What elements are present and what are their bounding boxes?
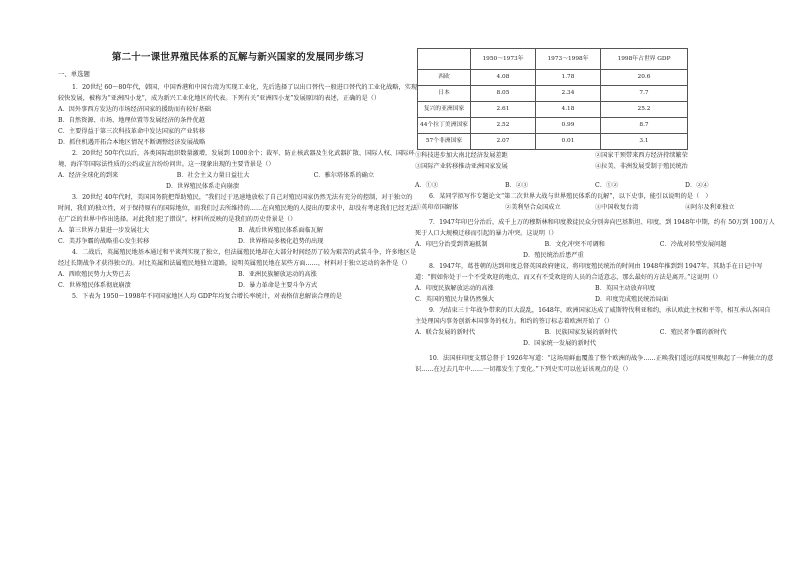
question-8: 8．1947年，葛苍朝的达到印度总督英国政府建议，将印度殖民统治的时间由 1948年推到到 1947年。其助手在日记中写道：“假如你处于一个不受欢迎的地点，而又有不受欢迎的人员的合适意志，那么最好的方法是离开。”这说明（） bbox=[415, 263, 763, 281]
gdp-table bbox=[417, 48, 688, 150]
option: B．英国主动放弃印度 bbox=[595, 285, 656, 292]
question-2-options bbox=[58, 170, 418, 192]
option: D．国家统一发展的新时代 bbox=[523, 340, 597, 347]
option: D．世界殖民体系走向崩溃 bbox=[166, 183, 240, 190]
option: B．②③ bbox=[505, 182, 529, 189]
question-4-options bbox=[58, 269, 418, 291]
table-cell: 4.08 bbox=[471, 70, 536, 86]
option: D．暴力革命是主要斗争方式 bbox=[238, 282, 318, 289]
table-cell: 2.34 bbox=[536, 86, 601, 102]
table-row bbox=[418, 70, 688, 86]
table-row bbox=[418, 86, 688, 102]
option: C．英国的殖民力量仍然强大 bbox=[415, 296, 494, 303]
option: D．②④ bbox=[685, 182, 709, 189]
table-row bbox=[418, 118, 688, 134]
table-cell: 8.05 bbox=[471, 86, 536, 102]
table-header-cell: 1998年占世界 GDP bbox=[601, 49, 688, 70]
table-header-cell bbox=[418, 49, 471, 70]
option: A．第三世界力量进一步发展壮大 bbox=[58, 227, 150, 234]
table-cell: 25.2 bbox=[601, 102, 688, 118]
table-cell: 8.7 bbox=[601, 118, 688, 134]
question-4: 4．二战后，英属殖民地基本通过和平谈判实现了独立，但法属殖民地却在大部分时间经历了较为艰苦的武装斗争，许多地区是经过长期战争才获得独立的。对比英属和法属殖民地独立道路，说明英属殖民地在某些方面……，材料对于独立运动的条件是（） bbox=[58, 249, 417, 267]
right-column bbox=[415, 40, 775, 375]
table-header-cell: 1950～1973年 bbox=[471, 49, 536, 70]
option: C．冷战对转型发展问题 bbox=[659, 241, 727, 248]
option: B．自然资源、市场、地理位置等发展经济的条件优越 bbox=[58, 117, 205, 124]
option: ①英印帝国解体 bbox=[415, 204, 459, 211]
item: ①科技进步加大南北经济发展差距 bbox=[415, 152, 508, 159]
table-cell: 57个非洲国家 bbox=[418, 134, 471, 150]
question-6: 6．某同学拟写作专题论文“第二次世界大战与世界殖民体系的瓦解”，以下史事，能引以说明的是（ ） bbox=[429, 193, 712, 200]
table-cell: 3.1 bbox=[601, 134, 688, 150]
option: C．世界殖民体系彻底崩溃 bbox=[58, 282, 131, 289]
question-7: 7．1947年印巴分治后，成千上万的穆斯林和印度教徒民众分别奔向巴基斯坦、印度，到 1948年中期，约有 50万到 100万人死于人口大规模迁移而引起的暴力冲突。这说明（） bbox=[415, 219, 775, 237]
question-1-options bbox=[58, 104, 418, 148]
option: A．因外事西方发达的市场经济国家的援助而有较好基础 bbox=[58, 106, 211, 113]
question-3-options bbox=[58, 225, 418, 247]
question-9: 9．为结束三十年战争带来的巨大混乱，1648年，欧洲国家达成了威斯特伐利亚和约，承认欧此主权和平等，相互承认各国自主处理国内事务创新本国事务的权力。和约的签订标志着欧洲开始了（） bbox=[415, 307, 771, 325]
table-cell: 1.78 bbox=[536, 70, 601, 86]
question-5-options bbox=[415, 180, 775, 191]
option: D．印度完成殖民统治局面 bbox=[595, 296, 669, 303]
table-header-cell: 1973～1998年 bbox=[536, 49, 601, 70]
option: ③中国收复台湾 bbox=[595, 204, 639, 211]
page-title: 第二十一课世界殖民体系的瓦解与新兴国家的发展同步练习 bbox=[111, 52, 365, 63]
option: B．社会主义力量日益壮大 bbox=[176, 172, 250, 179]
question-7-options bbox=[415, 239, 775, 261]
table-cell: 44个拉丁美洲国家 bbox=[418, 118, 471, 134]
question-8-options bbox=[415, 283, 775, 305]
option: B．亚洲民族解放运动的高涨 bbox=[238, 271, 317, 278]
question-10: 10．法国驻印度支那总督于 1926年写道：“这场用鲜血覆盖了整个欧洲的战争……正唤我们遥远的国度里唤起了一种独立的意识……在过去几年中……一切都发生了变化。”下列史实可以佐证该观点的是（） bbox=[415, 355, 774, 373]
option: A．经济全球化的到来 bbox=[58, 172, 119, 179]
question-2: 2．20世纪 50年代以后，各类国际组织数量激增，发展到 1000余个；裁军、防止核武器及生化武器扩散、国际人权、国际环境、海洋等国际法性质的公约或宣言纷纷问世。这一现象出现的主要背景是（） bbox=[58, 150, 415, 168]
table-cell: 4.18 bbox=[536, 102, 601, 118]
question-5: 5．下表为 1950～1998年不同国家地区人均 GDP年均复合增长率统计，对表格信息解读合理的是 bbox=[72, 293, 342, 300]
table-cell: 2.61 bbox=[471, 102, 536, 118]
table-cell: 0.01 bbox=[536, 134, 601, 150]
question-1: 1．20世纪 60～80年代，韩国、中国香港和中国台湾为实现工业化，先后选择了以出口替代一般进口替代的工业化战略，实现较快发展，被称为“亚洲四小龙”，成为新兴工业化地区的代表。下列有关“亚洲四小龙”发展原因的表述，正确的是（） bbox=[58, 84, 418, 102]
left-column bbox=[58, 0, 418, 302]
table-cell: 2.52 bbox=[471, 118, 536, 134]
table-row bbox=[418, 102, 688, 118]
option: A．印度民族解放运动的高涨 bbox=[415, 285, 494, 292]
table-cell: 20.6 bbox=[601, 70, 688, 86]
option: D．殖民统治后患严重 bbox=[523, 252, 584, 259]
option: C．雅尔塔体系的确立 bbox=[313, 172, 375, 179]
option: A．印巴分治受到普遍抵制 bbox=[415, 241, 488, 248]
option: B．文化冲突不可调和 bbox=[544, 241, 605, 248]
item: ④拉美、非洲发展受制于殖民统治 bbox=[595, 163, 688, 170]
table-cell: 西欧 bbox=[418, 70, 471, 86]
table-row bbox=[418, 134, 688, 150]
option: A．联合发展的新时代 bbox=[415, 329, 476, 336]
table-cell: 7.7 bbox=[601, 86, 688, 102]
section-heading: 一、单选题 bbox=[58, 70, 90, 78]
question-9-options bbox=[415, 327, 775, 349]
option: C．主要得益于第三次科技革命中发达国家的产业转移 bbox=[58, 128, 206, 135]
question-5-items bbox=[415, 150, 775, 172]
question-6-options bbox=[415, 202, 775, 213]
table-cell: 2.07 bbox=[471, 134, 536, 150]
option: C．①② bbox=[595, 182, 619, 189]
option: D．世界格局多极化趋势的出现 bbox=[238, 238, 324, 245]
table-cell: 日本 bbox=[418, 86, 471, 102]
option: A．①③ bbox=[415, 182, 439, 189]
table-cell: 0.99 bbox=[536, 118, 601, 134]
option: ②美利坚合众国成立 bbox=[505, 204, 561, 211]
table-header-row bbox=[418, 49, 688, 70]
table-cell: 复兴的亚洲国家 bbox=[418, 102, 471, 118]
option: A．西欧殖民势力大势已去 bbox=[58, 271, 131, 278]
option: B．战后世界殖民体系面临瓦解 bbox=[238, 227, 323, 234]
option: D．抓住机遇开拓合本地区情况不断调整经济发展战略 bbox=[58, 139, 206, 146]
item: ②国家干预带来西方经济持续繁荣 bbox=[595, 152, 688, 159]
option: B．民族国家发展的新时代 bbox=[544, 329, 618, 336]
item: ③国际产业转移推动亚洲国家发展 bbox=[415, 163, 508, 170]
option: C．殖民者争霸的新时代 bbox=[659, 329, 727, 336]
option: C．美苏争霸的战略重心发生转移 bbox=[58, 238, 150, 245]
question-3: 3．20世纪 40年代时，美国国务院把帮助殖民，“我们过于迅速地放松了自己对殖民国家仍然无法有充分的控制，对于独立的时间，我们的独立性，对于保持原有的国际地位，而我们过去所维持的……在向殖民地的人提出的要求中，却没有考虑我们已经无法在广泛的世界中作出选择。对此我们犯了错误”。材料所反映的是我们的历史背景是（） bbox=[58, 194, 417, 223]
option: ④阿尔及利亚独立 bbox=[685, 204, 735, 211]
